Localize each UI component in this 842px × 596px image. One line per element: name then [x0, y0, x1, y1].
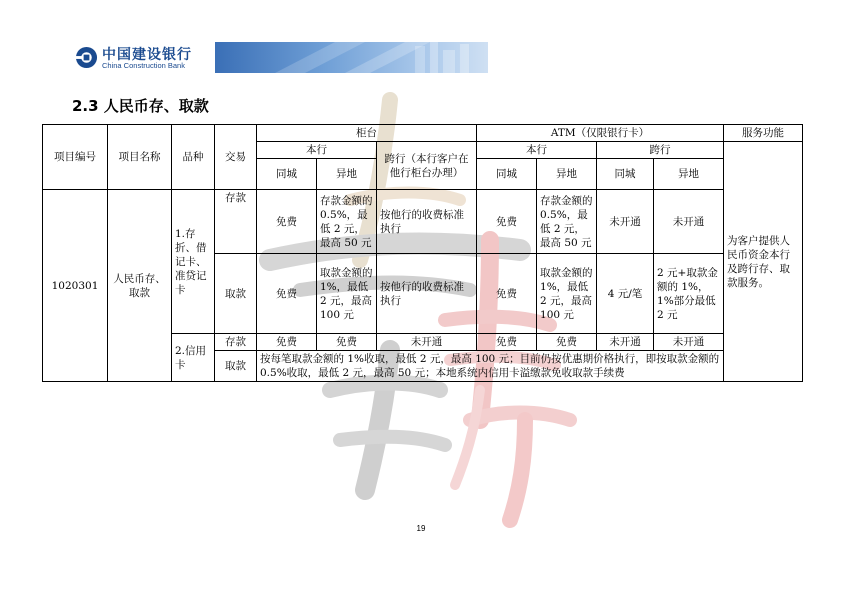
fee-cell: 取款金额的 1%，最低 2 元，最高 100 元: [537, 254, 597, 334]
header-atm-own: 本行: [477, 142, 597, 159]
header-atm-cross-same-city: 同城: [597, 159, 654, 190]
header-atm: ATM（仅限银行卡）: [477, 125, 724, 142]
fee-cell: 按他行的收费标准执行: [377, 254, 477, 334]
fee-cell: 免费: [257, 334, 317, 351]
header-banner-image: [215, 42, 488, 73]
fee-cell: 未开通: [654, 190, 724, 254]
service-description: 为客户提供人民币资金本行及跨行存、取款服务。: [724, 142, 803, 382]
fee-cell: 免费: [477, 254, 537, 334]
item-name: 人民币存、取款: [108, 190, 172, 382]
fee-cell: 未开通: [597, 190, 654, 254]
header-counter-cross: 跨行（本行客户在他行柜台办理）: [377, 142, 477, 190]
credit-withdraw-note: 按每笔取款金额的 1%收取，最低 2 元，最高 100 元；目前仍按优惠期价格执行，即按取款金额的 0.5%收取，最低 2 元，最高 50 元；本地系统内信用卡溢缴款免收取款手续费: [257, 351, 724, 382]
section-title: 2.3 人民币存、取款: [72, 97, 209, 115]
item-number: 1020301: [43, 190, 108, 382]
fee-cell: 免费: [477, 334, 537, 351]
header-atm-cross-other-city: 异地: [654, 159, 724, 190]
header-item-no: 项目编号: [43, 125, 108, 190]
fee-cell: 4 元/笔: [597, 254, 654, 334]
fee-cell: 未开通: [597, 334, 654, 351]
header-counter: 柜台: [257, 125, 477, 142]
header-atm-own-same-city: 同城: [477, 159, 537, 190]
bank-logo: [72, 42, 215, 73]
fee-cell: 存款金额的 0.5%，最低 2 元，最高 50 元: [317, 190, 377, 254]
header-counter-other-city: 异地: [317, 159, 377, 190]
fee-cell: 免费: [477, 190, 537, 254]
transaction-type: 存款: [215, 190, 257, 254]
page-number: 19: [416, 524, 426, 533]
header-item-name: 项目名称: [108, 125, 172, 190]
header-atm-cross: 跨行: [597, 142, 724, 159]
header-transaction: 交易: [215, 125, 257, 190]
header-counter-same-city: 同城: [257, 159, 317, 190]
fee-cell: 免费: [317, 334, 377, 351]
fee-cell: 存款金额的 0.5%，最低 2 元，最高 50 元: [537, 190, 597, 254]
transaction-type: 取款: [215, 351, 257, 382]
bank-name-cn: 中国建设银行: [102, 47, 192, 63]
header-service: 服务功能: [724, 125, 803, 142]
fee-cell: 按他行的收费标准执行: [377, 190, 477, 254]
bank-name-en: China Construction Bank: [102, 61, 185, 70]
fee-cell: 未开通: [377, 334, 477, 351]
fee-cell: 免费: [537, 334, 597, 351]
fee-cell: 取款金额的 1%，最低 2 元，最高 100 元: [317, 254, 377, 334]
header-variety: 品种: [172, 125, 215, 190]
variety-card: 1.存折、借记卡、准贷记卡: [172, 190, 215, 334]
fee-cell: 未开通: [654, 334, 724, 351]
fee-cell: 2 元+取款金额的 1%，1%部分最低 2 元: [654, 254, 724, 334]
variety-credit-card: 2.信用卡: [172, 334, 215, 382]
page-header: [72, 42, 488, 73]
header-atm-own-other-city: 异地: [537, 159, 597, 190]
header-counter-own: 本行: [257, 142, 377, 159]
header-row-1: [43, 125, 803, 142]
ccb-logo-icon: [75, 46, 98, 69]
fee-cell: 免费: [257, 254, 317, 334]
fee-table: [42, 124, 803, 382]
table-row: [43, 190, 803, 254]
transaction-type: 存款: [215, 334, 257, 351]
transaction-type: 取款: [215, 254, 257, 334]
fee-cell: 免费: [257, 190, 317, 254]
